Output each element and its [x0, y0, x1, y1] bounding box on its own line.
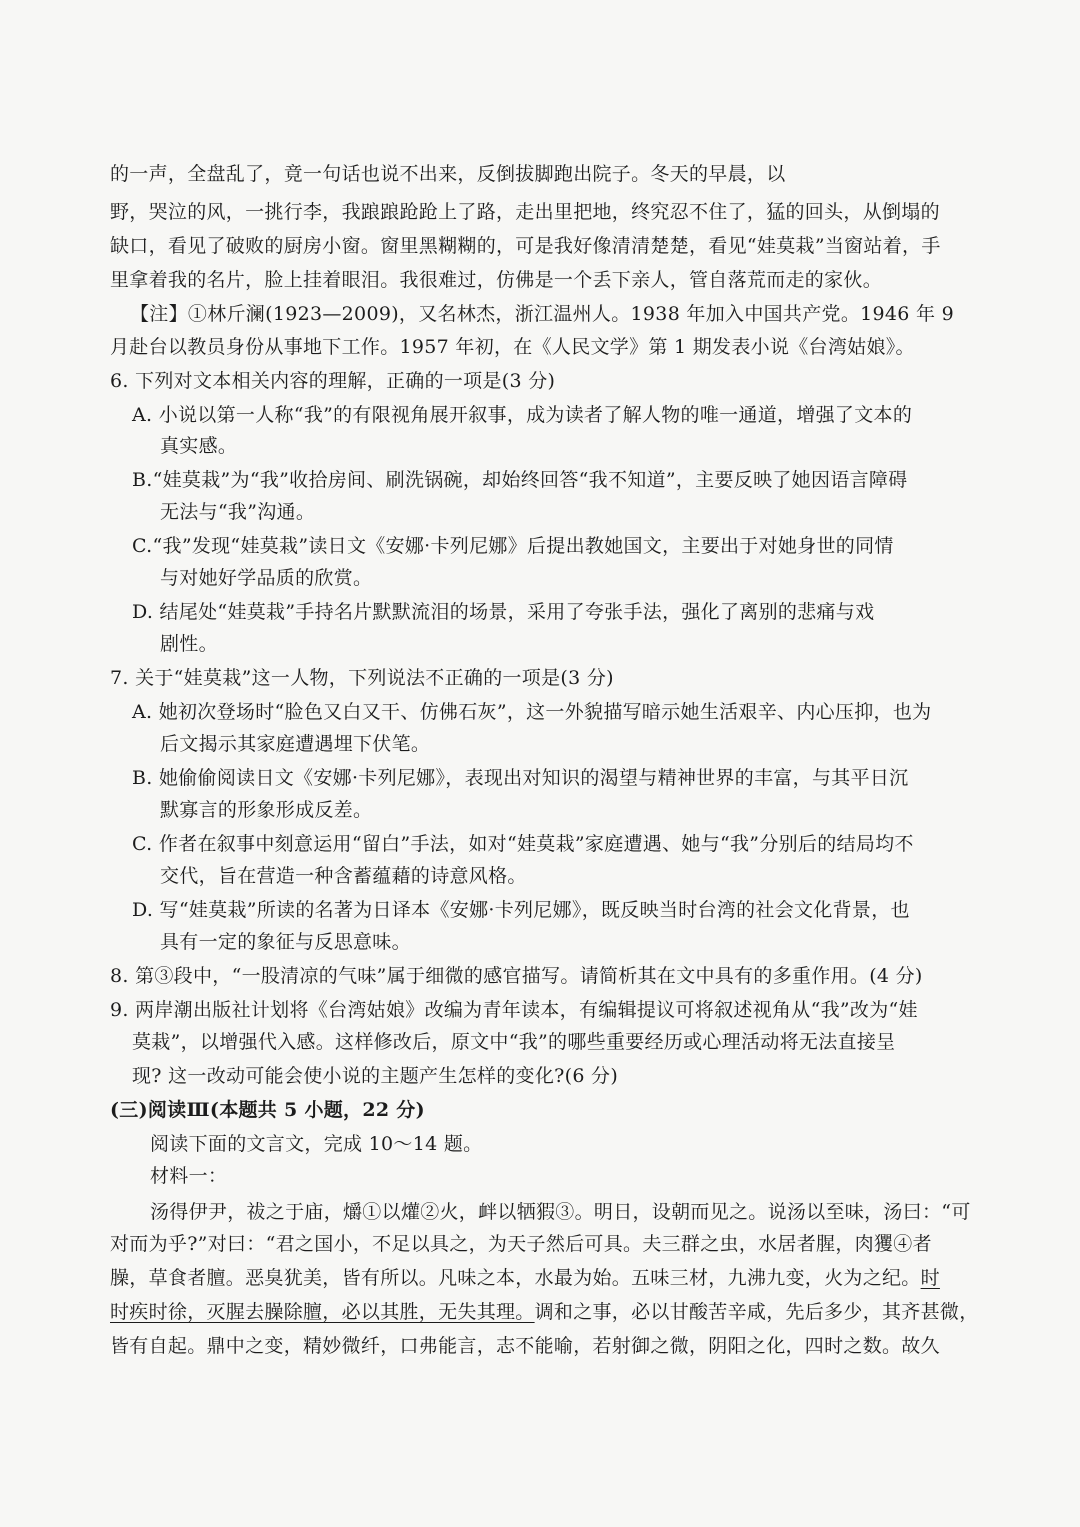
- q6-option-b-line-1: B.“娃莫栽”为“我”收拾房间、刷洗锅碗，却始终回答“我不知道”，主要反映了她因语言障碍: [132, 469, 908, 491]
- q7-option-b-line-2: 默寡言的形象形成反差。: [160, 799, 373, 821]
- classical-line-4-rest: 调和之事，必以甘酸苦辛咸，先后多少，其齐甚微，: [534, 1301, 979, 1323]
- q7-option-b-line-1: B. 她偷偷阅读日文《安娜·卡列尼娜》，表现出对知识的渴望与精神世界的丰富，与其平日沉: [132, 767, 909, 789]
- classical-line-1: 汤得伊尹，祓之于庙，爝①以爟②火，衅以牺猳③。明日，设朝而见之。说汤以至味，汤曰：“可: [150, 1201, 971, 1223]
- material-1-label: 材料一：: [150, 1165, 228, 1187]
- q7-option-d-line-2: 具有一定的象征与反思意味。: [160, 931, 411, 953]
- note-line-1: 【注】①林斤澜(1923—2009)，又名林杰，浙江温州人。1938 年加入中国共产党。1946 年 9: [130, 303, 955, 325]
- q7-option-d-line-1: D. 写“娃莫栽”所读的名著为日译本《安娜·卡列尼娜》，既反映当时台湾的社会文化背景，也: [132, 899, 910, 921]
- classical-line-4: [110, 1298, 979, 1326]
- classical-line-2: 对而为乎?”对曰：“君之国小，不足以具之，为天子然后可具。夫三群之虫，水居者腥，肉玃④者: [110, 1233, 932, 1255]
- story-line-4: 里拿着我的名片，脸上挂着眼泪。我很难过，仿佛是一个丢下亲人，管自落荒而走的家伙。: [110, 269, 883, 291]
- q8-stem: 8. 第③段中，“一股清凉的气味”属于细微的感官描写。请简析其在文中具有的多重作用。(4 分): [110, 965, 923, 987]
- q7-stem: 7. 关于“娃莫栽”这一人物，下列说法不正确的一项是(3 分): [110, 667, 614, 689]
- classical-line-3: [110, 1264, 940, 1292]
- q6-option-d-line-1: D. 结尾处“娃莫栽”手持名片默默流泪的场景，采用了夸张手法，强化了离别的悲痛与戏: [132, 601, 875, 623]
- story-line-1: 的一声，全盘乱了，竟一句话也说不出来，反倒拔脚跑出院子。冬天的早晨，以: [110, 163, 786, 185]
- story-line-2: 野，哭泣的风，一挑行李，我踉踉跄跄上了路，走出里把地，终究忍不住了，猛的回头，从倒塌的: [110, 201, 940, 223]
- section3-instruction: 阅读下面的文言文，完成 10～14 题。: [150, 1133, 483, 1155]
- q6-option-c-line-2: 与对她好学品质的欣赏。: [160, 567, 373, 589]
- story-line-3: 缺口，看见了破败的厨房小窗。窗里黑糊糊的，可是我好像清清楚楚，看见“娃莫栽”当窗站着，手: [110, 235, 941, 257]
- q6-option-a-line-2: 真实感。: [160, 435, 238, 457]
- q9-line-3: 现? 这一改动可能会使小说的主题产生怎样的变化?(6 分): [132, 1065, 619, 1087]
- q9-line-1: 9. 两岸潮出版社计划将《台湾姑娘》改编为青年读本，有编辑提议可将叙述视角从“我”改为“娃: [110, 999, 918, 1021]
- q6-option-c-line-1: C.“我”发现“娃莫栽”读日文《安娜·卡列尼娜》后提出教她国文，主要出于对她身世的同情: [132, 535, 894, 557]
- classical-line-3-underlined: 时: [920, 1267, 940, 1289]
- section3-heading: (三)阅读Ⅲ(本题共 5 小题，22 分): [110, 1099, 425, 1121]
- q6-stem: 6. 下列对文本相关内容的理解，正确的一项是(3 分): [110, 370, 556, 392]
- q7-option-c-line-1: C. 作者在叙事中刻意运用“留白”手法，如对“娃莫栽”家庭遭遇、她与“我”分别后的结局均不: [132, 833, 914, 855]
- q7-option-a-line-2: 后文揭示其家庭遭遇埋下伏笔。: [160, 733, 431, 755]
- q7-option-c-line-2: 交代，旨在营造一种含蓄蕴藉的诗意风格。: [160, 865, 527, 887]
- note-line-2: 月赴台以教员身份从事地下工作。1957 年初，在《人民文学》第 1 期发表小说《台湾姑娘》。: [110, 336, 915, 358]
- q9-line-2: 莫栽”，以增强代入感。这样修改后，原文中“我”的哪些重要经历或心理活动将无法直接呈: [132, 1031, 896, 1053]
- q6-option-d-line-2: 剧性。: [160, 633, 218, 655]
- q6-option-b-line-2: 无法与“我”沟通。: [160, 501, 316, 523]
- classical-line-3-text: 臊，草食者膻。恶臭犹美，皆有所以。凡味之本，水最为始。五味三材，九沸九变，火为之纪。: [110, 1267, 921, 1289]
- classical-line-5: 皆有自起。鼎中之变，精妙微纤，口弗能言，志不能喻，若射御之微，阴阳之化，四时之数。故久: [110, 1335, 940, 1357]
- q6-option-a-line-1: A. 小说以第一人称“我”的有限视角展开叙事，成为读者了解人物的唯一通道，增强了文本的: [132, 404, 913, 426]
- q7-option-a-line-1: A. 她初次登场时“脸色又白又干、仿佛石灰”，这一外貌描写暗示她生活艰辛、内心压抑，也为: [132, 701, 932, 723]
- classical-line-4-underlined: 时疾时徐，灭腥去臊除膻，必以其胜，无失其理。: [110, 1301, 535, 1323]
